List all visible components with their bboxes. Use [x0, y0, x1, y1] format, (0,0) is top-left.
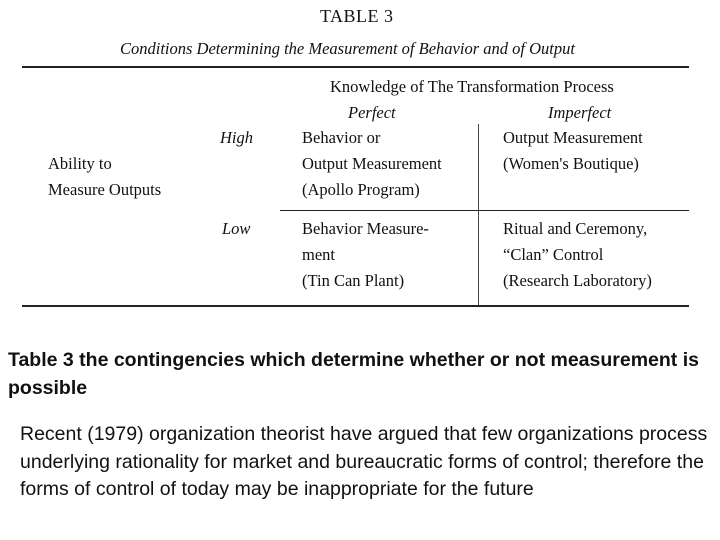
- cell-line: Behavior Measure-: [302, 219, 429, 238]
- cell-line: Behavior or: [302, 128, 381, 147]
- cell-line: ment: [302, 245, 335, 264]
- row-group-label-line-1: Ability to: [48, 154, 112, 173]
- table-title: TABLE 3: [320, 6, 394, 26]
- row-label-high: High: [220, 128, 253, 147]
- cell-line: Ritual and Ceremony,: [503, 219, 648, 238]
- column-header-imperfect: Imperfect: [548, 103, 612, 122]
- row-divider: [280, 210, 689, 211]
- cell-line: (Women's Boutique): [503, 154, 639, 173]
- column-divider: [478, 124, 479, 306]
- cell-line: (Apollo Program): [302, 180, 420, 199]
- cell-low-perfect: [302, 216, 429, 294]
- cell-low-imperfect: [503, 216, 652, 294]
- column-header-perfect: Perfect: [348, 103, 396, 122]
- cell-high-imperfect: [503, 125, 643, 177]
- cell-line: (Tin Can Plant): [302, 271, 405, 290]
- bottom-rule: [22, 305, 689, 307]
- table-subtitle: Conditions Determining the Measurement of Behavior and of Output: [120, 39, 575, 58]
- row-label-low: Low: [222, 219, 251, 238]
- row-group-label-line-2: Measure Outputs: [48, 180, 162, 199]
- column-group-header: Knowledge of The Transformation Process: [330, 77, 614, 96]
- cell-high-perfect: [302, 125, 442, 203]
- cell-line: Output Measurement: [302, 154, 442, 173]
- top-rule: [22, 66, 689, 68]
- table-caption: Table 3 the contingencies which determine whether or not measurement is possible: [8, 349, 699, 399]
- cell-line: “Clan” Control: [503, 245, 604, 264]
- cell-line: (Research Laboratory): [503, 271, 652, 290]
- cell-line: Output Measurement: [503, 128, 643, 147]
- body-paragraph: Recent (1979) organization theorist have argued that few organizations process underlying rationality for market and bureaucratic forms of control; therefore the forms of control of today may be inappropriate for the future: [20, 423, 708, 500]
